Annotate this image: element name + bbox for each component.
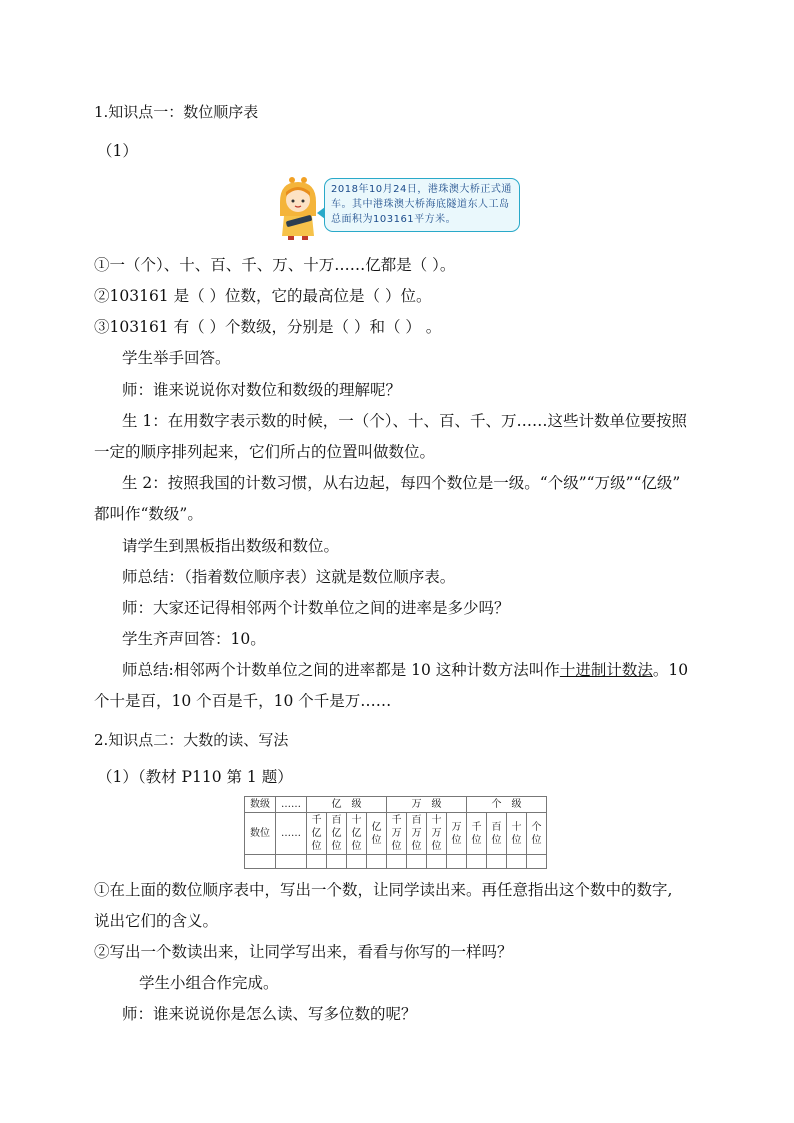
underlined-term: 十进制计数法 bbox=[559, 661, 653, 679]
bubble-text: 2018年10月24日，港珠澳大桥正式通车。其中港珠澳大桥海底隧道东人工岛总面积为103161平方米。 bbox=[331, 184, 512, 225]
place-label: 个位 bbox=[531, 821, 542, 846]
table-cell bbox=[347, 813, 367, 855]
empty-cell bbox=[307, 855, 327, 869]
empty-cell bbox=[427, 855, 447, 869]
table-cell bbox=[367, 813, 387, 855]
text-span: 师总结:相邻两个计数单位之间的进率都是 10 这种计数方法叫作 bbox=[122, 661, 560, 679]
table-cell: …… bbox=[276, 797, 307, 813]
table-cell: 个 级 bbox=[467, 797, 547, 813]
section1-heading: 1.知识点一：数位顺序表 bbox=[94, 103, 259, 121]
place-label: 亿位 bbox=[371, 821, 382, 846]
paragraph: 师：大家还记得相邻两个计数单位之间的进率是多少吗？ bbox=[122, 599, 510, 617]
table-cell bbox=[527, 813, 547, 855]
place-label: 千万位 bbox=[391, 815, 402, 852]
table-cell bbox=[447, 813, 467, 855]
empty-cell bbox=[527, 855, 547, 869]
question-2: ②写出一个数读出来，让同学写出来，看看与你写的一样吗？ bbox=[94, 943, 513, 961]
table-cell bbox=[507, 813, 527, 855]
table-cell bbox=[327, 813, 347, 855]
empty-cell bbox=[507, 855, 527, 869]
empty-cell bbox=[245, 855, 276, 869]
paragraph: 学生齐声回答：10。 bbox=[122, 630, 266, 648]
place-label: 百万位 bbox=[411, 815, 422, 852]
illustration bbox=[270, 172, 530, 240]
place-label: 千位 bbox=[471, 821, 482, 846]
empty-cell bbox=[487, 855, 507, 869]
paragraph: 师总结：（指着数位顺序表）这就是数位顺序表。 bbox=[122, 568, 456, 586]
paragraph: 个十是百，10 个百是千，10 个千是万…… bbox=[94, 692, 392, 710]
table-cell bbox=[387, 813, 407, 855]
question-1-cont: 说出它们的含义。 bbox=[94, 912, 219, 930]
place-label: 百亿位 bbox=[331, 815, 342, 852]
speech-bubble bbox=[324, 178, 520, 232]
empty-cell bbox=[467, 855, 487, 869]
paragraph: 生 1：在用数字表示数的时候，一（个）、十、百、千、万……这些计数单位要按照 bbox=[122, 412, 688, 430]
place-label: 千亿位 bbox=[311, 815, 322, 852]
empty-cell bbox=[407, 855, 427, 869]
table-cell: 亿 级 bbox=[307, 797, 387, 813]
empty-cell bbox=[387, 855, 407, 869]
paragraph: 请学生到黑板指出数级和数位。 bbox=[122, 537, 340, 555]
paragraph: 学生小组合作完成。 bbox=[139, 974, 279, 992]
paragraph: 生 2：按照我国的计数习惯，从右边起，每四个数位是一级。“个级”“万级”“亿级” bbox=[122, 474, 681, 492]
table-cell: 数级 bbox=[245, 797, 276, 813]
table-cell bbox=[307, 813, 327, 855]
empty-cell bbox=[367, 855, 387, 869]
question-2: ②103161 是（ ）位数，它的最高位是（ ）位。 bbox=[94, 287, 432, 305]
table-cell: 数位 bbox=[245, 813, 276, 855]
text-span: 。10 bbox=[652, 661, 689, 679]
section2-heading: 2.知识点二：大数的读、写法 bbox=[94, 731, 289, 749]
question-1: ①一（个）、十、百、千、万、十万……亿都是（ ）。 bbox=[94, 256, 456, 274]
table-cell bbox=[487, 813, 507, 855]
place-value-table bbox=[244, 796, 547, 869]
paragraph: 师：谁来说说你是怎么读、写多位数的呢？ bbox=[122, 1005, 417, 1023]
paragraph: 都叫作“数级”。 bbox=[94, 505, 203, 523]
place-label: 十万位 bbox=[431, 815, 442, 852]
paragraph: 师：谁来说说你对数位和数级的理解呢？ bbox=[122, 381, 402, 399]
paragraph: 一定的顺序排列起来，它们所占的位置叫做数位。 bbox=[94, 443, 436, 461]
place-label: 十亿位 bbox=[351, 815, 362, 852]
table-cell: 万 级 bbox=[387, 797, 467, 813]
empty-cell bbox=[447, 855, 467, 869]
girl-reading-icon bbox=[270, 172, 326, 240]
question-1: ①在上面的数位顺序表中，写出一个数，让同学读出来。再任意指出这个数中的数字, bbox=[94, 881, 673, 899]
place-label: 十位 bbox=[511, 821, 522, 846]
table-cell bbox=[467, 813, 487, 855]
section1-sub: （1） bbox=[97, 142, 138, 160]
place-label: 百位 bbox=[491, 821, 502, 846]
question-3: ③103161 有（ ）个数级，分别是（ ）和（ ） 。 bbox=[94, 318, 442, 336]
section2-sub: （1）（教材 P110 第 1 题） bbox=[97, 768, 293, 786]
table-cell bbox=[407, 813, 427, 855]
table-cell: …… bbox=[276, 813, 307, 855]
paragraph: 学生举手回答。 bbox=[122, 349, 231, 367]
empty-cell bbox=[327, 855, 347, 869]
paragraph bbox=[122, 659, 688, 681]
table-cell bbox=[427, 813, 447, 855]
empty-cell bbox=[276, 855, 307, 869]
place-label: 万位 bbox=[451, 821, 462, 846]
empty-cell bbox=[347, 855, 367, 869]
bubble-tail bbox=[317, 207, 325, 219]
